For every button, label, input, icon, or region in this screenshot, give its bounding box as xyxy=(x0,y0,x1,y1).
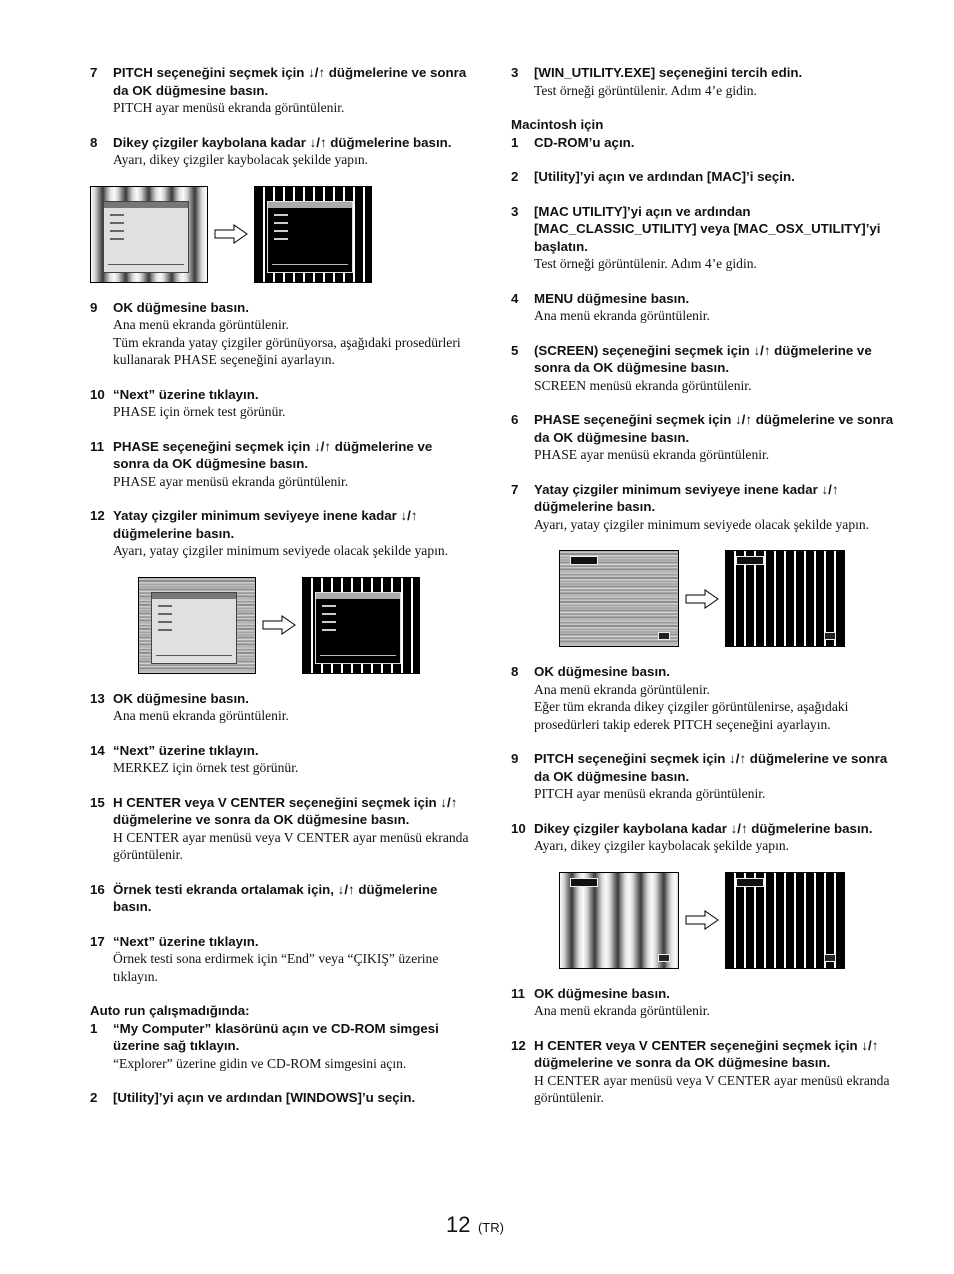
screenshot-before xyxy=(138,577,256,674)
right-arrow-icon xyxy=(212,222,250,246)
step-text: PHASE için örnek test görünür. xyxy=(113,404,286,419)
instruction-step xyxy=(90,299,470,369)
step-body xyxy=(534,377,896,395)
steps-group xyxy=(90,690,470,986)
step-text: PHASE ayar menüsü ekranda görüntülenir. xyxy=(113,473,349,489)
step-heading xyxy=(90,742,470,760)
step-body xyxy=(534,1072,896,1107)
step-number: 3 xyxy=(511,65,519,80)
step-heading xyxy=(90,299,470,317)
step-text: PHASE ayar menüsü ekranda görüntülenir. xyxy=(534,447,770,462)
step-heading xyxy=(90,1089,470,1107)
instruction-step xyxy=(511,64,896,99)
step-number: 2 xyxy=(511,169,519,184)
instruction-step xyxy=(511,290,896,325)
pitch-mac-figure xyxy=(559,872,896,969)
step-text: Test örneği görüntülenir. Adım 4’e gidin. xyxy=(534,256,757,271)
step-number: 13 xyxy=(90,690,105,706)
step-body xyxy=(113,316,470,369)
step-heading xyxy=(511,290,896,308)
test-pattern-label xyxy=(736,556,764,565)
instruction-step xyxy=(511,820,896,855)
autorun-heading: Auto run çalışmadığında: xyxy=(90,1003,250,1018)
step-heading xyxy=(511,750,896,785)
instruction-step xyxy=(511,411,896,464)
step-body xyxy=(113,950,470,985)
step-body xyxy=(534,681,896,734)
dialog-window xyxy=(103,201,189,273)
steps-group xyxy=(511,134,896,534)
step-body xyxy=(113,707,470,725)
step-text: Ana menü ekranda görüntülenir. xyxy=(534,308,710,323)
step-number: 6 xyxy=(511,412,519,427)
step-body xyxy=(113,1055,470,1073)
instruction-step xyxy=(511,481,896,534)
step-body xyxy=(534,446,896,464)
right-arrow-icon xyxy=(260,613,298,637)
left-column xyxy=(90,64,470,1124)
step-body xyxy=(534,837,896,855)
step-title: “My Computer” klasörünü açın ve CD-ROM simgesi üzerine sağ tıklayın. xyxy=(113,1020,439,1053)
step-number: 12 xyxy=(511,1037,526,1053)
test-pattern-label xyxy=(570,878,598,887)
instruction-step xyxy=(511,342,896,395)
right-arrow-icon xyxy=(683,587,721,611)
step-body xyxy=(534,82,896,100)
step-text: Ayarı, dikey çizgiler kaybolacak şekilde yapın. xyxy=(534,838,790,853)
screenshot-after xyxy=(302,577,420,674)
step-body xyxy=(534,255,896,273)
instruction-step xyxy=(90,64,470,117)
instruction-step xyxy=(90,386,470,421)
step-heading xyxy=(511,342,896,377)
step-text: “Explorer” üzerine gidin ve CD-ROM simgesini açın. xyxy=(113,1055,407,1071)
step-title: Dikey çizgiler kaybolana kadar ↓/↑ düğmelerine basın. xyxy=(113,134,452,150)
step-title: [WIN_UTILITY.EXE] seçeneğini tercih edin. xyxy=(534,65,803,80)
step-title: PITCH seçeneğini seçmek için ↓/↑ düğmelerine ve sonra da OK düğmesine basın. xyxy=(534,751,888,784)
steps-group xyxy=(90,64,470,169)
step-body xyxy=(113,829,470,864)
step-title: CD-ROM’u açın. xyxy=(534,134,635,150)
step-number: 12 xyxy=(90,508,105,523)
step-heading xyxy=(90,507,470,542)
step-number: 4 xyxy=(511,290,519,306)
step-title: [Utility]’yi açın ve ardından [MAC]’i seçin. xyxy=(534,169,795,184)
screenshot-after xyxy=(254,186,372,283)
step-number: 9 xyxy=(90,299,98,315)
step-number: 2 xyxy=(90,1090,98,1105)
step-title: OK düğmesine basın. xyxy=(534,664,670,679)
step-text: Test örneği görüntülenir. Adım 4’e gidin. xyxy=(534,82,757,98)
screenshot-before xyxy=(90,186,208,283)
step-title: Dikey çizgiler kaybolana kadar ↓/↑ düğmelerine basın. xyxy=(534,820,873,836)
instruction-step xyxy=(511,134,896,152)
step-text: Ana menü ekranda görüntülenir. xyxy=(534,1003,710,1018)
step-number: 16 xyxy=(90,881,105,897)
step-heading xyxy=(90,933,470,951)
step-number: 11 xyxy=(511,985,526,1001)
step-body xyxy=(113,151,470,169)
end-button-image xyxy=(658,954,670,962)
step-number: 8 xyxy=(90,134,98,150)
step-title: H CENTER veya V CENTER seçeneğini seçmek için ↓/↑ düğmelerine ve sonra da OK düğmesine basın. xyxy=(534,1037,879,1070)
step-heading xyxy=(90,386,470,404)
step-body xyxy=(113,542,470,560)
step-heading xyxy=(90,690,470,708)
step-heading xyxy=(90,64,470,99)
step-text: MERKEZ için örnek test görünür. xyxy=(113,760,299,775)
step-heading xyxy=(511,203,896,256)
step-text: H CENTER ayar menüsü veya V CENTER ayar menüsü ekranda görüntülenir. xyxy=(534,1072,890,1105)
step-heading xyxy=(90,134,470,152)
step-heading xyxy=(511,64,896,82)
step-heading xyxy=(511,168,896,186)
dialog-window xyxy=(315,592,401,664)
step-body xyxy=(534,516,896,534)
step-text: Ana menü ekranda görüntülenir. xyxy=(113,708,289,723)
instruction-step xyxy=(90,438,470,491)
step-text: Ana menü ekranda görüntülenir. xyxy=(534,681,710,697)
step-text: Ayarı, yatay çizgiler minimum seviyede olacak şekilde yapın. xyxy=(113,543,449,558)
instruction-step xyxy=(90,1020,470,1073)
screenshot-before xyxy=(559,550,679,647)
steps-group xyxy=(511,985,896,1107)
step-heading xyxy=(511,481,896,516)
step-body xyxy=(113,473,470,491)
step-body xyxy=(534,307,896,325)
phase-mac-figure xyxy=(559,550,896,647)
page-footer xyxy=(446,1212,504,1238)
step-heading xyxy=(511,985,896,1003)
step-title: “Next” üzerine tıklayın. xyxy=(113,933,259,949)
step-heading xyxy=(511,1037,896,1072)
macintosh-heading: Macintosh için xyxy=(511,117,604,132)
step-number: 7 xyxy=(511,481,519,497)
step-heading xyxy=(90,794,470,829)
step-title: [Utility]’yi açın ve ardından [WINDOWS]’u seçin. xyxy=(113,1090,416,1105)
steps-group xyxy=(511,663,896,855)
step-heading xyxy=(90,881,470,916)
step-heading xyxy=(511,820,896,838)
instruction-step xyxy=(90,742,470,777)
step-body xyxy=(113,759,470,777)
step-title: MENU düğmesine basın. xyxy=(534,290,690,306)
end-button-image xyxy=(658,632,670,640)
step-text: Örnek testi sona erdirmek için “End” veya “ÇIKIŞ” üzerine tıklayın. xyxy=(113,951,439,984)
step-number: 14 xyxy=(90,742,105,758)
end-button-image xyxy=(824,954,836,962)
instruction-step xyxy=(90,507,470,560)
step-title: PITCH seçeneğini seçmek için ↓/↑ düğmelerine ve sonra da OK düğmesine basın. xyxy=(113,65,467,98)
instruction-step xyxy=(90,794,470,864)
step-body xyxy=(113,99,470,117)
steps-group xyxy=(90,299,470,560)
steps-group xyxy=(511,64,896,99)
step-title: [MAC UTILITY]’yi açın ve ardından [MAC_CLASSIC_UTILITY] veya [MAC_OSX_UTILITY]’yi başlatın. xyxy=(534,203,881,254)
step-body xyxy=(534,785,896,803)
step-text: SCREEN menüsü ekranda görüntülenir. xyxy=(534,377,752,393)
step-number: 15 xyxy=(90,794,105,810)
step-text: H CENTER ayar menüsü veya V CENTER ayar menüsü ekranda görüntülenir. xyxy=(113,829,469,862)
instruction-step xyxy=(511,985,896,1020)
step-title: OK düğmesine basın. xyxy=(113,690,249,706)
instruction-step xyxy=(511,203,896,273)
instruction-step xyxy=(90,134,470,169)
end-button-image xyxy=(824,632,836,640)
step-text: Ana menü ekranda görüntülenir. xyxy=(113,317,289,332)
step-heading xyxy=(90,438,470,473)
step-title: PHASE seçeneğini seçmek için ↓/↑ düğmelerine ve sonra da OK düğmesine basın. xyxy=(534,412,894,445)
step-body xyxy=(534,1002,896,1020)
step-text: Tüm ekranda yatay çizgiler görünüyorsa, aşağıdaki prosedürleri kullanarak PHASE seçeneğini ayarlayın. xyxy=(113,334,461,367)
step-title: Yatay çizgiler minimum seviyeye inene kadar ↓/↑ düğmelerine basın. xyxy=(113,508,418,541)
right-arrow-icon xyxy=(683,908,721,932)
step-title: Örnek testi ekranda ortalamak için, ↓/↑ düğmelerine basın. xyxy=(113,881,438,914)
step-number: 9 xyxy=(511,751,519,766)
instruction-step xyxy=(511,1037,896,1107)
step-title: “Next” üzerine tıklayın. xyxy=(113,386,259,402)
language-code: (TR) xyxy=(477,1220,504,1235)
step-heading xyxy=(511,411,896,446)
pitch-windows-figure xyxy=(90,186,470,283)
step-title: PHASE seçeneğini seçmek için ↓/↑ düğmelerine ve sonra da OK düğmesine basın. xyxy=(113,438,433,471)
step-title: OK düğmesine basın. xyxy=(534,985,670,1001)
step-title: Yatay çizgiler minimum seviyeye inene kadar ↓/↑ düğmelerine basın. xyxy=(534,481,839,514)
instruction-step xyxy=(90,933,470,986)
screenshot-after xyxy=(725,872,845,969)
step-number: 17 xyxy=(90,933,105,949)
instruction-step xyxy=(90,1089,470,1107)
step-text: PITCH ayar menüsü ekranda görüntülenir. xyxy=(534,786,766,801)
step-title: OK düğmesine basın. xyxy=(113,299,249,315)
test-pattern-label xyxy=(736,878,764,887)
screenshot-before xyxy=(559,872,679,969)
step-number: 10 xyxy=(90,386,105,402)
step-body xyxy=(113,403,470,421)
step-heading xyxy=(90,1020,470,1055)
step-number: 3 xyxy=(511,203,519,219)
step-text: Ayarı, dikey çizgiler kaybolacak şekilde yapın. xyxy=(113,152,369,167)
step-number: 1 xyxy=(511,134,519,150)
instruction-step xyxy=(511,750,896,803)
screenshot-after xyxy=(725,550,845,647)
steps-group xyxy=(90,1020,470,1107)
step-title: H CENTER veya V CENTER seçeneğini seçmek için ↓/↑ düğmelerine ve sonra da OK düğmesine basın. xyxy=(113,794,458,827)
step-number: 8 xyxy=(511,664,519,679)
right-column xyxy=(511,64,896,1124)
instruction-step xyxy=(90,881,470,916)
step-number: 11 xyxy=(90,438,105,454)
step-number: 1 xyxy=(90,1020,98,1036)
phase-windows-figure xyxy=(138,577,470,674)
step-number: 5 xyxy=(511,342,519,358)
instruction-step xyxy=(511,663,896,733)
dialog-window xyxy=(151,592,237,664)
step-text: Eğer tüm ekranda dikey çizgiler görüntülenirse, aşağıdaki prosedürleri takip ederek PITCH seçeneğini ayarlayın. xyxy=(534,699,849,732)
page-number: 12 xyxy=(446,1212,471,1237)
step-title: (SCREEN) seçeneğini seçmek için ↓/↑ düğmelerine ve sonra da OK düğmesine basın. xyxy=(534,342,872,375)
step-number: 7 xyxy=(90,65,98,80)
step-heading xyxy=(511,134,896,152)
dialog-window xyxy=(267,201,353,273)
test-pattern-label xyxy=(570,556,598,565)
step-title: “Next” üzerine tıklayın. xyxy=(113,742,259,758)
instruction-step xyxy=(511,168,896,186)
instruction-step xyxy=(90,690,470,725)
step-text: Ayarı, yatay çizgiler minimum seviyede olacak şekilde yapın. xyxy=(534,516,870,532)
step-text: PITCH ayar menüsü ekranda görüntülenir. xyxy=(113,100,345,115)
step-number: 10 xyxy=(511,820,526,836)
step-heading xyxy=(511,663,896,681)
